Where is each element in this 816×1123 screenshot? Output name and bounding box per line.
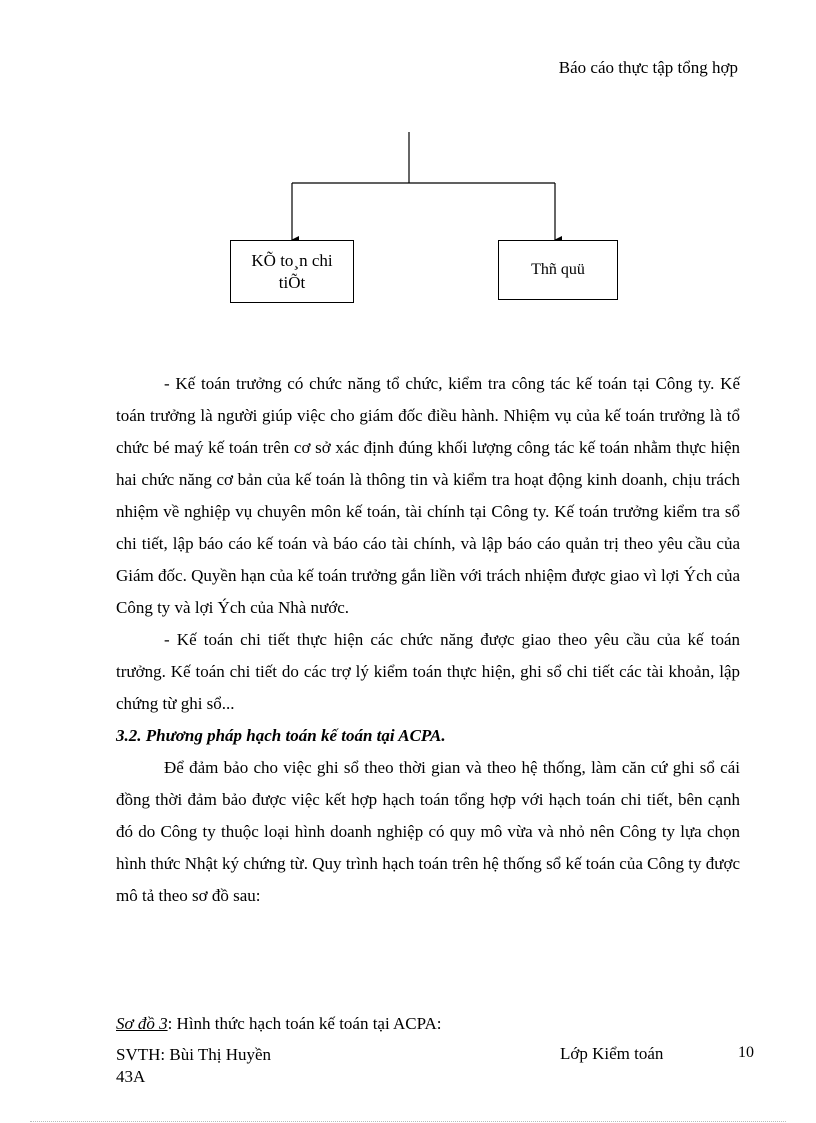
paragraph-detail-accountant: - Kế toán chi tiết thực hiện các chức năng được giao theo yêu cầu của kế toán trưởng. Kế toán chi tiết do các trợ lý kiểm toán thực hiện, ghi sổ chi tiết các tài khoản, lập chứng từ ghi sổ... [116, 630, 740, 713]
org-chart-connectors [0, 0, 816, 340]
caption-label: Sơ đồ 3 [116, 1014, 168, 1033]
footer-class: Lớp Kiểm toán [560, 1044, 664, 1063]
treasurer-box [498, 240, 618, 300]
footer-divider [30, 1121, 786, 1122]
footer-student [116, 1044, 271, 1088]
paragraph-accounting-method: Để đảm bảo cho việc ghi sổ theo thời gian và theo hệ thống, làm căn cứ ghi sổ cái đồng thời đảm bảo được việc kết hợp hạch toán tổng hợp với hạch toán chi tiết, bên cạnh đó do Công ty thuộc loại hình doanh nghiệp có quy mô vừa và nhỏ nên Công ty lựa chọn hình thức Nhật ký chứng từ. Quy trình hạch toán trên hệ thống sổ kế toán của Công ty được mô tả theo sơ đồ sau: [116, 758, 740, 905]
detail-accountant-label-line1: KÕ to¸n chi [251, 250, 333, 270]
footer-student-name: SVTH: Bùi Thị Huyền [116, 1045, 272, 1064]
footer-student-class-code: 43A [116, 1067, 146, 1086]
caption-text: : Hình thức hạch toán kế toán tại ACPA: [167, 1014, 442, 1033]
page-number: 10 [738, 1044, 754, 1061]
treasurer-label: Thñ quü [531, 261, 585, 278]
detail-accountant-label-line2: tiÕt [278, 272, 306, 292]
paragraph-chief-accountant: - Kế toán trưởng có chức năng tổ chức, kiểm tra công tác kế toán tại Công ty. Kế toán trưởng là người giúp việc cho giám đốc điều hành. Nhiệm vụ của kế toán trưởng là tổ chức bé maý kế toán trên cơ sở xác định đúng khối lượng công tác kế toán nhằm thực hiện hai chức năng cơ bản của kế toán là thông tin và kiểm tra hoạt động kinh doanh, chịu trách nhiệm về nghiệp vụ chuyên môn kế toán, tài chính tại Công ty. Kế toán trưởng kiểm tra sổ chi tiết, lập báo cáo kế toán và báo cáo tài chính, và lập báo cáo quản trị theo yêu cầu của Giám đốc. Quyền hạn của kế toán trưởng gắn liền với trách nhiệm được giao vì lợi Ých của Công ty và lợi Ých của Nhà nước. [116, 374, 740, 617]
page-header-title: Báo cáo thực tập tổng hợp [558, 58, 738, 77]
body-text [116, 368, 740, 912]
section-heading: 3.2. Phương pháp hạch toán kế toán tại ACPA. [116, 726, 446, 745]
diagram-caption [116, 1014, 442, 1034]
detail-accountant-box [230, 240, 354, 303]
